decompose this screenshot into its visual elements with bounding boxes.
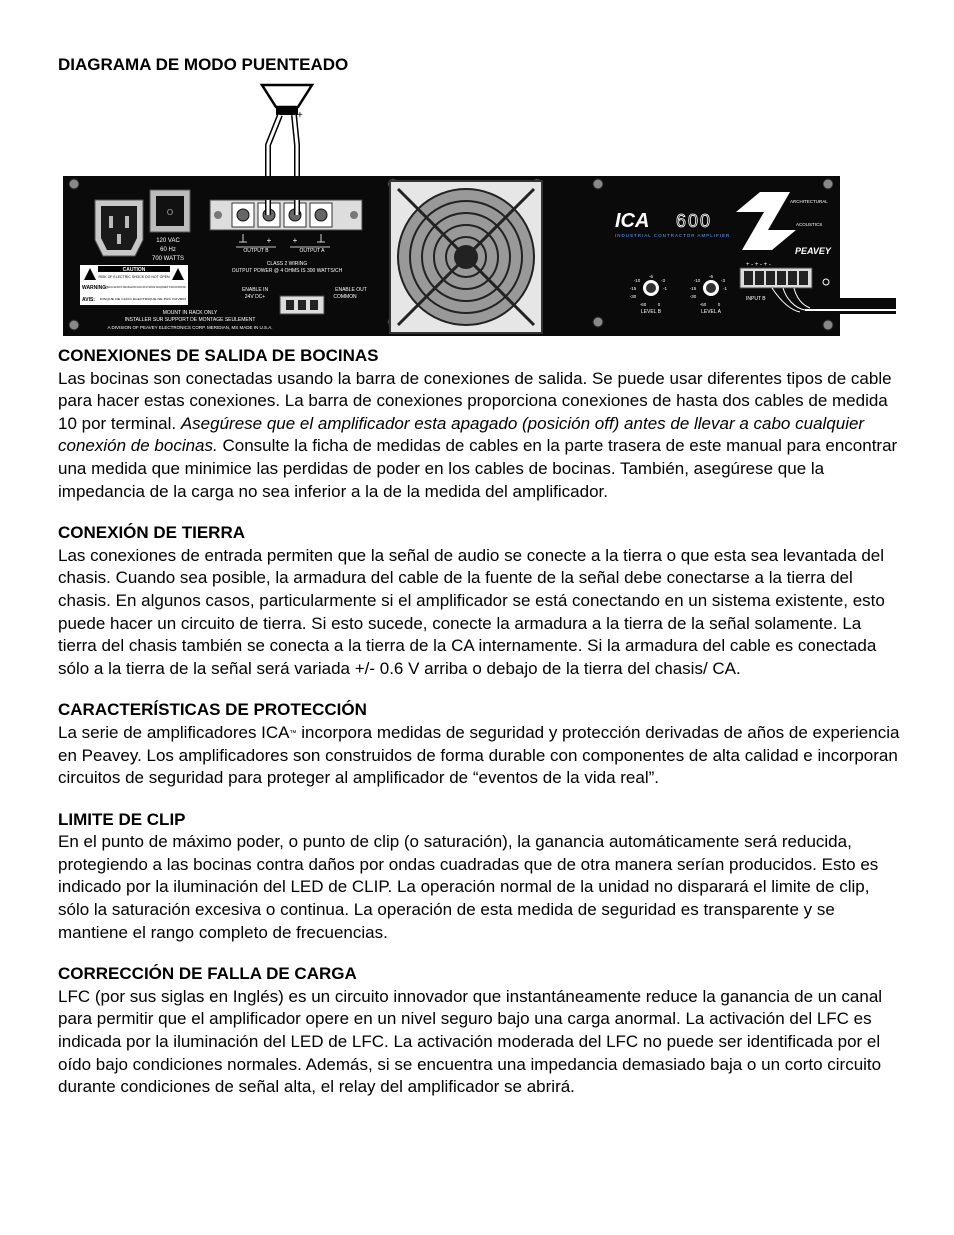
frequency-label: 60 Hz	[160, 247, 176, 253]
output-a-label: OUTPUT A	[299, 248, 325, 254]
level-tick-label: -30	[629, 294, 637, 299]
svg-text:ACOUSTICS: ACOUSTICS	[796, 222, 823, 227]
section-body: La serie de amplificadores ICA™ incorpora medidas de seguridad y protección derivadas de años de experiencia en Peavey. Los amplificadores son construidos de forma durable con componentes de alta calidad e incorporan circuitos de seguridad para proteger al amplificador de “eventos de la vida real”.	[58, 722, 900, 788]
page-title: DIAGRAMA DE MODO PUENTEADO	[58, 55, 349, 74]
enable-out-sub-label: COMMON	[333, 294, 357, 300]
svg-text:INDUSTRIAL CONTRACTOR AMPLIFIE: INDUSTRIAL CONTRACTOR AMPLIFIER	[615, 233, 731, 238]
section-body: Las conexiones de entrada permiten que la señal de audio se conecte a la tierra o que esta sea levantada del chasis. Cuando sea posible, la armadura del cable de la fuente de la señal debe conectarse a la tierra del chasis. En algunos casos, particularmente si el amplificador se está conectando en un sistema existente, esto puede hacer un circuito de tierra. Si esto sucede, conecte la armadura a la tierra de la señal solamente. La tierra del chasis también se conecta a la tierra de la CA internamente. Si la armadura del cable es conectada sólo a la tierra de la señal será variada +/- 0.6 V arriba o debajo de la tierra del chasis/ CA.	[58, 545, 885, 678]
division-label: A DIVISION OF PEAVEY ELECTRONICS CORP. MERIDIAN, MS MADE IN U.S.A.	[107, 325, 273, 330]
svg-text:CAUTION: CAUTION	[122, 267, 146, 273]
level-tick-label: -60	[699, 302, 707, 307]
mount-label: MOUNT IN RACK ONLY	[162, 310, 218, 316]
svg-text:O: O	[166, 208, 174, 217]
level-tick-label: -6	[708, 274, 714, 279]
section-heading: LIMITE DE CLIP	[58, 809, 186, 829]
mount-label-fr: INSTALLER SUR SUPPORT DE MONTAGE SEULEMENT	[124, 317, 256, 323]
level-b-label: LEVEL B	[640, 309, 662, 315]
svg-text:+: +	[266, 236, 272, 245]
level-tick-label: -30	[689, 294, 697, 299]
output-terminal-strip	[210, 200, 362, 230]
power-inlet-icon	[95, 200, 143, 256]
cooling-fan-icon	[390, 181, 542, 333]
level-tick-label: 0	[717, 302, 721, 307]
svg-text:RISQUE DE CHOC ELECTRIQUE NE P: RISQUE DE CHOC ELECTRIQUE NE PAS OUVRIR	[100, 298, 161, 301]
svg-text:RISK OF ELECTRIC SHOCK DO NOT: RISK OF ELECTRIC SHOCK DO NOT OPEN	[98, 275, 170, 279]
section-body: LFC (por sus siglas en Inglés) es un circuito innovador que instantáneamente reduce la ganancia de un canal para permitir que el amplificador opere en un nivel seguro bajo una carga anormal. La activación del LFC es indicada por la iluminación del LED de LFC. La activación moderada del LFC no puede ser identificada por el oído bajo condiciones normales. Además, si se encuentra una impedancia demasiado baja o un corto circuito durante condiciones de señal alta, el relay del amplificador se abrirá.	[58, 986, 883, 1097]
section-speaker-outputs	[58, 345, 900, 503]
svg-text:+: +	[292, 236, 298, 245]
section-body: En el punto de máximo poder, o punto de clip (o saturación), la ganancia automáticamente será reducida, protegiendo a las bocinas contra daños por ondas cuadradas que de otra manera serían producidos. Esto es indicado por la iluminación del LED de CLIP. La operación normal de la unidad no disparará el limite de clip, sólo la saturación excesiva o continua. La operación de esta medida de seguridad es transparente y se mantiene el rango completo de frecuencias.	[58, 832, 879, 942]
svg-text:+: +	[297, 110, 303, 121]
level-tick-label: -1	[722, 286, 728, 291]
level-tick-label: -10	[633, 278, 641, 283]
enable-in-sub-label: 24V DC+	[244, 294, 266, 300]
level-tick-label: -1	[662, 286, 668, 291]
level-b-knob	[643, 280, 659, 296]
section-ground-connection	[58, 522, 900, 680]
level-tick-label: -3	[660, 278, 666, 283]
svg-text:ARCHITECTURAL: ARCHITECTURAL	[790, 199, 828, 204]
peavey-logo: PEAVEY	[795, 246, 831, 256]
trademark-mark: ™	[289, 729, 297, 737]
power-switch-icon	[150, 190, 190, 232]
speaker-icon	[262, 85, 312, 121]
level-tick-label: -60	[639, 302, 647, 307]
enable-in-label: ENABLE IN	[241, 287, 269, 293]
class2-label: CLASS 2 WIRING	[266, 261, 308, 267]
svg-text:WARNING:: WARNING:	[82, 285, 108, 291]
output-b-label: OUTPUT B	[243, 248, 269, 254]
level-a-knob	[703, 280, 719, 296]
level-a-label: LEVEL A	[701, 309, 721, 315]
level-tick-label: -15	[689, 286, 697, 291]
enable-out-label: ENABLE OUT	[335, 287, 367, 293]
section-load-fault	[58, 963, 900, 1099]
svg-text:+ - + - + -: + - + - + -	[746, 262, 771, 268]
section-body: Las bocinas son conectadas usando la barra de conexiones de salida. Se puede usar diferentes tipos de cable para hacer estas conexiones. La barra de conexiones proporciona conexiones de hasta dos cables de medida 10 por terminal. Asegúrese que el amplificador esta apagado (posición off) antes de llevar a cabo cualquier conexión de bocinas. Consulte la ficha de medidas de cables en la parte trasera de este manual para encontrar una medida que minimice las perdidas de poder en los cables de bocinas. También, asegúrese que la impedancia de la carga no sea inferior a la de la medida del amplificador.	[58, 368, 898, 501]
svg-text:AVIS:: AVIS:	[82, 297, 95, 303]
level-tick-label: -15	[629, 286, 637, 291]
svg-text:ICA: ICA	[615, 210, 650, 232]
section-clip-limit	[58, 809, 900, 945]
output-power-label: OUTPUT POWER @ 4 OHMS IS 300 WATTS/CH	[231, 268, 343, 274]
input-b-label: INPUT B	[746, 296, 766, 302]
section-heading: CONEXIÓN DE TIERRA	[58, 523, 246, 543]
svg-text:TO REDUCE THE RISK OF FIRE OR: TO REDUCE THE RISK OF FIRE OR ELECTRIC SHOCK DO NOT EXPOSE THIS EQUIPMENT TO RAIN OR MOISTURE.	[104, 286, 247, 289]
content	[58, 345, 900, 1118]
section-heading: CARACTERÍSTICAS DE PROTECCIÓN	[58, 700, 367, 720]
level-tick-label: -10	[693, 278, 701, 283]
level-tick-label: -6	[648, 274, 654, 279]
enable-connector	[280, 296, 324, 314]
svg-text:600: 600	[676, 211, 713, 231]
watts-label: 700 WATTS	[151, 256, 185, 262]
section-heading: CONEXIONES DE SALIDA DE BOCINAS	[58, 346, 379, 365]
caution-label	[80, 265, 247, 305]
section-protection	[58, 699, 900, 789]
section-heading: CORRECCIÓN DE FALLA DE CARGA	[58, 964, 357, 984]
voltage-label: 120 VAC	[156, 238, 180, 244]
bridge-mode-diagram	[0, 80, 954, 340]
level-tick-label: 0	[657, 302, 661, 307]
level-tick-label: -3	[720, 278, 726, 283]
